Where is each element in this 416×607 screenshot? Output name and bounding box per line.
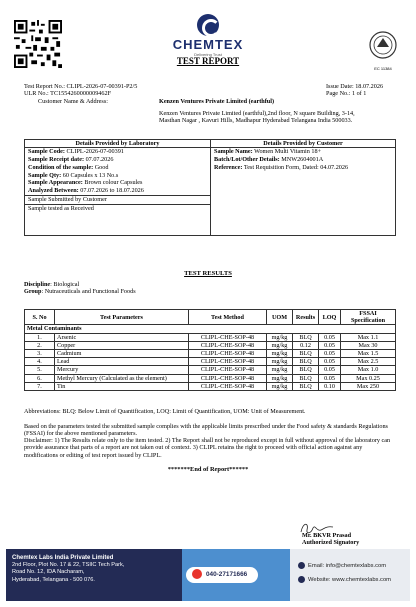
- lab-value: CLIPL-2026-07-00391: [64, 148, 124, 156]
- lab-row: [25, 179, 210, 187]
- page-number: Page No.: 1 of 1: [326, 90, 367, 97]
- lab-row: [25, 172, 210, 180]
- result-row: [25, 382, 396, 390]
- lab-label: Sample Receipt date:: [28, 156, 85, 163]
- loq-cell: 0.05: [319, 358, 341, 366]
- sno-cell: 5.: [25, 366, 55, 374]
- footer-banner: [6, 549, 410, 601]
- conclusion-note: Based on the parameters tested the submitted sample complies with the applicable limits prescribed under the Food safety & standards Regulations (FSSAI) for the above mentioned parameters.: [24, 423, 388, 438]
- discipline-group: [24, 281, 136, 296]
- discipline-value: : Biological: [50, 281, 80, 288]
- col-sno: S. No: [25, 310, 55, 325]
- lab-label: Sample Appearance:: [28, 179, 83, 187]
- uom-cell: mg/kg: [267, 350, 293, 358]
- test-results-title: TEST RESULTS: [184, 270, 232, 277]
- result-row: [25, 366, 396, 374]
- method-cell: CLIPL-CHE-SOP-48: [189, 350, 267, 358]
- email-icon: [298, 562, 305, 569]
- footer-phone: [186, 567, 258, 583]
- col-loq: LOQ: [319, 310, 341, 325]
- method-cell: CLIPL-CHE-SOP-48: [189, 366, 267, 374]
- loq-cell: 0.05: [319, 366, 341, 374]
- footer-address-line: 2nd Floor, Plot No. 17 & 22, TSIIC Tech Park,: [12, 562, 125, 569]
- customer-address: [159, 110, 399, 125]
- footer-address-line: Hyderabad, Telangana - 500 076.: [12, 576, 95, 583]
- sno-cell: 6.: [25, 374, 55, 382]
- result-row: [25, 341, 396, 349]
- signatory-name: Mr. BKVR Prasad: [302, 532, 352, 539]
- col-method: Test Method: [189, 310, 267, 325]
- result-cell: BLQ: [293, 358, 319, 366]
- result-cell: BLQ: [293, 350, 319, 358]
- footer-address-line: Road No. 12, IDA Nacharam,: [12, 569, 85, 576]
- parameter-cell: Tin: [55, 382, 189, 390]
- customer-name: Kenzen Ventures Private Limited (earthful): [159, 98, 275, 105]
- result-row: [25, 350, 396, 358]
- customer-value: Test Requisition Form, Dated: 04.07.2026: [242, 163, 349, 171]
- result-row: [25, 358, 396, 366]
- lab-row: [25, 156, 210, 164]
- address-line: Masthan Nagar , Kavuri Hills, Madhapur Hyderabad Telangana India 500033.: [159, 117, 353, 125]
- customer-label: Sample Name:: [214, 148, 253, 156]
- accreditation-mark: [368, 30, 398, 71]
- lab-row: [25, 148, 210, 156]
- results-table: [24, 309, 396, 391]
- report-number: Test Report No.: CLIPL-2026-07-00391-P2/5: [24, 83, 138, 90]
- col-specification: FSSAI Specification: [341, 310, 396, 325]
- customer-details-header: Details Provided by Customer: [211, 140, 396, 148]
- parameter-cell: Cadmium: [55, 350, 189, 358]
- abbreviations-note: Abbreviations: BLQ: Below Limit of Quantification, LOQ: Limit of Quantification, UOM: Unit of Measurement.: [24, 408, 306, 415]
- sno-cell: 2.: [25, 341, 55, 349]
- result-row: [25, 333, 396, 341]
- lab-value: Good: [93, 163, 109, 171]
- method-cell: CLIPL-CHE-SOP-48: [189, 374, 267, 382]
- details-table: [24, 139, 396, 236]
- spec-cell: Max 1.0: [341, 366, 396, 374]
- loq-cell: 0.05: [319, 333, 341, 341]
- uom-cell: mg/kg: [267, 333, 293, 341]
- group-value: : Nutraceuticals and Functional Foods: [41, 288, 136, 296]
- spec-cell: Max 1.5: [341, 350, 396, 358]
- customer-label: Batch/Lot/Other Details:: [214, 156, 280, 163]
- customer-value: Women Multi Vitamin 18+: [252, 148, 322, 156]
- lab-value: 60 Capsules x 13 No.s: [61, 171, 119, 179]
- customer-value: MNW2604001A: [279, 156, 324, 163]
- result-cell: 0.12: [293, 341, 319, 349]
- result-cell: BLQ: [293, 333, 319, 341]
- footer-website: Website: www.chemtexlabs.com: [308, 577, 392, 583]
- category-row: Metal Contaminants: [25, 325, 396, 333]
- result-row: [25, 374, 396, 382]
- loq-cell: 0.05: [319, 374, 341, 382]
- result-cell: BLQ: [293, 382, 319, 390]
- uom-cell: mg/kg: [267, 358, 293, 366]
- footer-contact: [290, 549, 410, 601]
- parameter-cell: Methyl Mercury (Calculated as the element): [55, 374, 189, 382]
- footer-address: [12, 555, 124, 584]
- parameter-cell: Mercury: [55, 366, 189, 374]
- uom-cell: mg/kg: [267, 341, 293, 349]
- group-label: Group: [24, 288, 42, 296]
- spec-cell: Max 1.1: [341, 333, 396, 341]
- customer-row: [211, 148, 395, 156]
- footer-company: Chemtex Labs India Private Limited: [12, 555, 114, 561]
- lab-value: Sample tested as Received: [28, 204, 94, 212]
- parameter-cell: Arsenic: [55, 333, 189, 341]
- parameter-cell: Lead: [55, 358, 189, 366]
- uom-cell: mg/kg: [267, 374, 293, 382]
- phone-number: 040-27171666: [206, 571, 248, 578]
- lab-details-header: Details Provided by Laboratory: [25, 140, 211, 148]
- col-parameters: Test Parameters: [55, 310, 189, 325]
- method-cell: CLIPL-CHE-SOP-48: [189, 358, 267, 366]
- lab-label: Sample Qty:: [28, 171, 62, 179]
- signatory-title: Authorized Signatory: [302, 539, 360, 547]
- accreditation-seal-icon: [368, 30, 398, 60]
- parameter-cell: Copper: [55, 341, 189, 349]
- signatory: [302, 532, 359, 547]
- customer-row: [211, 164, 395, 172]
- loq-cell: 0.05: [319, 350, 341, 358]
- logo-tagline: Delivering Trust: [194, 52, 222, 57]
- sno-cell: 1.: [25, 333, 55, 341]
- lab-row: [25, 204, 210, 213]
- method-cell: CLIPL-CHE-SOP-48: [189, 333, 267, 341]
- phone-icon: [192, 569, 202, 579]
- lab-row: [25, 164, 210, 172]
- discipline-label: Discipline: [24, 281, 51, 288]
- lab-details-cell: [25, 148, 211, 236]
- logo-icon: [197, 14, 219, 36]
- spec-cell: Max 2.5: [341, 358, 396, 366]
- lab-value: 07.07.2026: [84, 156, 114, 163]
- method-cell: CLIPL-CHE-SOP-48: [189, 382, 267, 390]
- spec-cell: Max 250: [341, 382, 396, 390]
- sno-cell: 3.: [25, 350, 55, 358]
- report-title: TEST REPORT: [176, 56, 240, 66]
- spec-cell: Max 30: [341, 341, 396, 349]
- lab-label: Sample Code:: [28, 148, 65, 156]
- customer-label: Customer Name & Address:: [38, 98, 108, 105]
- lab-value: Sample Submitted by Customer: [28, 195, 107, 203]
- ulr-number: ULR No.: TC1554260000009462F: [24, 90, 112, 97]
- uom-cell: mg/kg: [267, 382, 293, 390]
- accreditation-code: EC 11384: [374, 66, 392, 71]
- sno-cell: 7.: [25, 382, 55, 390]
- customer-details-cell: [211, 148, 396, 236]
- method-cell: CLIPL-CHE-SOP-48: [189, 341, 267, 349]
- customer-label: Reference:: [214, 163, 243, 171]
- lab-row: [25, 187, 210, 195]
- uom-cell: mg/kg: [267, 366, 293, 374]
- lab-value: Brown colour Capsules: [82, 179, 143, 187]
- result-cell: BLQ: [293, 374, 319, 382]
- lab-label: Condition of the sample:: [28, 163, 94, 171]
- customer-row: [211, 156, 395, 164]
- logo-name: CHEMTEX: [172, 37, 244, 52]
- disclaimer-note: Disclaimer: 1) The Results relate only to the item tested. 2) The Report shall not be reproduced except in full without approval of the laboratory can provide assurance that parts of a report are not taken out of context. 3) CLIPL retains the right to proceed with official action against any modifications or editing of test report issued by CLIPL.: [24, 437, 391, 459]
- spec-cell: Max 0.25: [341, 374, 396, 382]
- end-of-report: *******End of Report******: [167, 466, 249, 473]
- lab-row: [25, 195, 210, 204]
- globe-icon: [298, 576, 305, 583]
- company-logo: [0, 14, 416, 57]
- issue-date: Issue Date: 18.07.2026: [326, 83, 384, 90]
- col-uom: UOM: [267, 310, 293, 325]
- sno-cell: 4.: [25, 358, 55, 366]
- loq-cell: 0.05: [319, 341, 341, 349]
- lab-value: 07.07.2026 to 18.07.2026: [78, 187, 144, 195]
- footer-email: Email: info@chemtexlabs.com: [308, 563, 387, 569]
- lab-label: Analyzed Between:: [28, 187, 79, 195]
- col-results: Results: [293, 310, 319, 325]
- address-line: Kenzen Ventures Private Limited (earthful),2nd floor, N square Building, 3-14,: [159, 110, 355, 117]
- result-cell: BLQ: [293, 366, 319, 374]
- loq-cell: 0.10: [319, 382, 341, 390]
